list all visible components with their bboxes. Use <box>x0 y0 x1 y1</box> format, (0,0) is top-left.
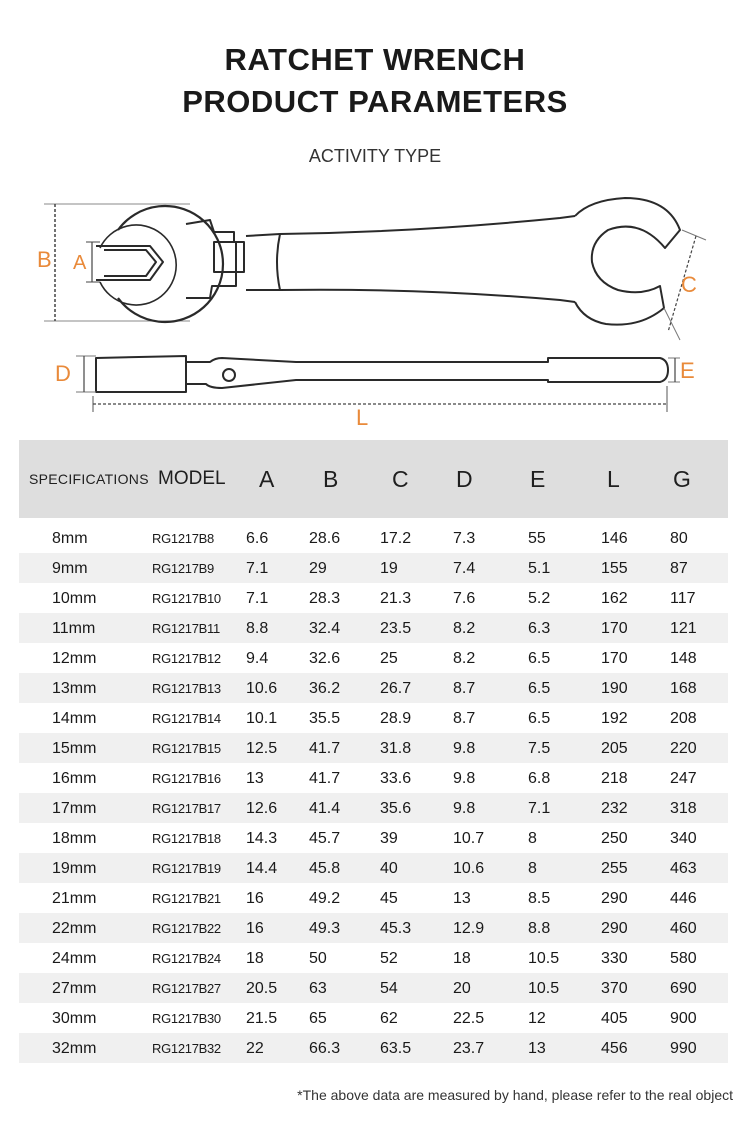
cell-d: 9.8 <box>453 800 476 817</box>
table-body <box>19 518 728 1063</box>
cell-model: RG1217B14 <box>152 711 221 726</box>
table-row <box>19 973 728 1003</box>
cell-l: 330 <box>601 950 628 967</box>
cell-g: 220 <box>670 740 697 757</box>
cell-d: 8.2 <box>453 620 476 637</box>
cell-b: 32.4 <box>309 620 341 637</box>
table-row <box>19 643 728 673</box>
parameters-table <box>19 440 728 1063</box>
cell-l: 146 <box>601 530 628 547</box>
cell-c: 54 <box>380 980 398 997</box>
cell-b: 49.3 <box>309 920 341 937</box>
table-row <box>19 823 728 853</box>
cell-model: RG1217B21 <box>152 891 221 906</box>
title-line-1: RATCHET WRENCH <box>224 42 526 77</box>
dim-label-b: B <box>37 247 52 272</box>
cell-model: RG1217B12 <box>152 651 221 666</box>
cell-c: 45 <box>380 890 398 907</box>
cell-e: 6.5 <box>528 650 551 667</box>
cell-a: 18 <box>246 950 264 967</box>
cell-a: 7.1 <box>246 590 269 607</box>
cell-a: 6.6 <box>246 530 269 547</box>
cell-l: 456 <box>601 1040 628 1057</box>
cell-l: 255 <box>601 860 628 877</box>
cell-spec: 22mm <box>52 920 97 937</box>
cell-d: 10.6 <box>453 860 485 877</box>
cell-l: 190 <box>601 680 628 697</box>
dim-label-e: E <box>680 358 695 383</box>
cell-model: RG1217B19 <box>152 861 221 876</box>
cell-spec: 9mm <box>52 560 88 577</box>
table-row <box>19 793 728 823</box>
cell-l: 250 <box>601 830 628 847</box>
header-a: A <box>259 466 275 492</box>
cell-e: 6.3 <box>528 620 551 637</box>
cell-d: 9.8 <box>453 770 476 787</box>
table-header <box>19 440 728 518</box>
cell-b: 66.3 <box>309 1040 341 1057</box>
cell-a: 8.8 <box>246 620 269 637</box>
cell-e: 55 <box>528 530 546 547</box>
cell-d: 7.3 <box>453 530 476 547</box>
cell-a: 9.4 <box>246 650 269 667</box>
cell-b: 41.4 <box>309 800 341 817</box>
subtitle: ACTIVITY TYPE <box>308 146 442 166</box>
cell-g: 446 <box>670 890 697 907</box>
cell-g: 208 <box>670 710 697 727</box>
table-row <box>19 913 728 943</box>
wrench-diagram <box>0 190 750 430</box>
cell-d: 9.8 <box>453 740 476 757</box>
cell-c: 52 <box>380 950 398 967</box>
table-row <box>19 703 728 733</box>
cell-e: 7.5 <box>528 740 551 757</box>
cell-b: 65 <box>309 1010 327 1027</box>
cell-model: RG1217B30 <box>152 1011 221 1026</box>
cell-e: 5.1 <box>528 560 551 577</box>
cell-c: 40 <box>380 860 398 877</box>
cell-c: 25 <box>380 650 398 667</box>
cell-model: RG1217B17 <box>152 801 221 816</box>
cell-e: 10.5 <box>528 980 560 997</box>
table-row <box>19 763 728 793</box>
cell-e: 8.5 <box>528 890 551 907</box>
cell-a: 16 <box>246 890 264 907</box>
cell-model: RG1217B13 <box>152 681 221 696</box>
cell-b: 45.8 <box>309 860 341 877</box>
cell-b: 41.7 <box>309 770 341 787</box>
header-specifications: SPECIFICATIONS <box>29 471 149 487</box>
table-row <box>19 883 728 913</box>
cell-model: RG1217B27 <box>152 981 221 996</box>
cell-d: 7.6 <box>453 590 476 607</box>
cell-spec: 19mm <box>52 860 97 877</box>
cell-d: 8.7 <box>453 710 476 727</box>
title-line-2: PRODUCT PARAMETERS <box>182 84 568 119</box>
cell-g: 80 <box>670 530 688 547</box>
cell-l: 155 <box>601 560 628 577</box>
header-e: E <box>530 466 546 492</box>
cell-a: 20.5 <box>246 980 278 997</box>
cell-g: 318 <box>670 800 697 817</box>
cell-b: 28.6 <box>309 530 341 547</box>
cell-b: 36.2 <box>309 680 341 697</box>
cell-spec: 32mm <box>52 1040 97 1057</box>
cell-d: 7.4 <box>453 560 476 577</box>
cell-l: 218 <box>601 770 628 787</box>
wrench-drawing <box>0 190 750 430</box>
cell-d: 8.2 <box>453 650 476 667</box>
table-row <box>19 523 728 553</box>
cell-b: 45.7 <box>309 830 341 847</box>
cell-c: 62 <box>380 1010 398 1027</box>
header-l: L <box>607 466 620 492</box>
cell-e: 10.5 <box>528 950 560 967</box>
cell-g: 460 <box>670 920 697 937</box>
header-b: B <box>323 466 339 492</box>
table-row <box>19 733 728 763</box>
header-c: C <box>392 466 409 492</box>
cell-spec: 16mm <box>52 770 97 787</box>
cell-b: 63 <box>309 980 327 997</box>
dim-label-a: A <box>73 252 87 274</box>
cell-b: 28.3 <box>309 590 341 607</box>
cell-g: 690 <box>670 980 697 997</box>
dim-label-l: L <box>356 405 369 430</box>
cell-c: 63.5 <box>380 1040 412 1057</box>
cell-g: 121 <box>670 620 697 637</box>
cell-spec: 15mm <box>52 740 97 757</box>
cell-g: 117 <box>670 590 696 607</box>
cell-g: 168 <box>670 680 697 697</box>
cell-b: 32.6 <box>309 650 341 667</box>
cell-l: 405 <box>601 1010 628 1027</box>
cell-l: 370 <box>601 980 628 997</box>
cell-spec: 24mm <box>52 950 97 967</box>
cell-spec: 13mm <box>52 680 97 697</box>
cell-e: 8 <box>528 860 537 877</box>
cell-g: 580 <box>670 950 697 967</box>
dim-label-c: C <box>681 272 697 297</box>
cell-l: 192 <box>601 710 628 727</box>
cell-l: 170 <box>601 620 628 637</box>
cell-model: RG1217B9 <box>152 561 214 576</box>
cell-model: RG1217B8 <box>152 531 214 546</box>
cell-g: 87 <box>670 560 688 577</box>
cell-a: 10.6 <box>246 680 278 697</box>
cell-c: 31.8 <box>380 740 412 757</box>
cell-a: 22 <box>246 1040 264 1057</box>
cell-a: 13 <box>246 770 264 787</box>
cell-c: 35.6 <box>380 800 412 817</box>
cell-d: 23.7 <box>453 1040 485 1057</box>
cell-spec: 17mm <box>52 800 97 817</box>
cell-model: RG1217B18 <box>152 831 221 846</box>
table-row <box>19 613 728 643</box>
cell-a: 14.3 <box>246 830 278 847</box>
cell-g: 463 <box>670 860 697 877</box>
header-model: MODEL <box>158 468 226 489</box>
table-row <box>19 1003 728 1033</box>
cell-model: RG1217B15 <box>152 741 221 756</box>
cell-a: 14.4 <box>246 860 278 877</box>
cell-spec: 27mm <box>52 980 97 997</box>
cell-g: 148 <box>670 650 697 667</box>
cell-l: 290 <box>601 890 628 907</box>
cell-d: 22.5 <box>453 1010 485 1027</box>
cell-spec: 18mm <box>52 830 97 847</box>
cell-c: 19 <box>380 560 398 577</box>
cell-g: 340 <box>670 830 697 847</box>
cell-l: 162 <box>601 590 628 607</box>
table-row <box>19 583 728 613</box>
cell-spec: 11mm <box>52 620 96 637</box>
cell-a: 10.1 <box>246 710 278 727</box>
cell-spec: 10mm <box>52 590 97 607</box>
table-row <box>19 853 728 883</box>
cell-c: 17.2 <box>380 530 412 547</box>
cell-c: 28.9 <box>380 710 412 727</box>
cell-e: 6.8 <box>528 770 551 787</box>
cell-a: 12.6 <box>246 800 278 817</box>
cell-e: 8.8 <box>528 920 551 937</box>
cell-model: RG1217B22 <box>152 921 221 936</box>
cell-d: 10.7 <box>453 830 485 847</box>
cell-spec: 30mm <box>52 1010 97 1027</box>
cell-d: 12.9 <box>453 920 485 937</box>
cell-c: 23.5 <box>380 620 412 637</box>
cell-c: 33.6 <box>380 770 412 787</box>
cell-model: RG1217B16 <box>152 771 221 786</box>
cell-b: 29 <box>309 560 327 577</box>
cell-spec: 21mm <box>52 890 97 907</box>
cell-d: 18 <box>453 950 471 967</box>
cell-a: 7.1 <box>246 560 269 577</box>
header-d: D <box>456 466 473 492</box>
cell-e: 6.5 <box>528 710 551 727</box>
cell-l: 232 <box>601 800 628 817</box>
footnote: *The above data are measured by hand, please refer to the real object <box>297 1087 733 1103</box>
cell-spec: 8mm <box>52 530 88 547</box>
cell-e: 13 <box>528 1040 546 1057</box>
cell-spec: 14mm <box>52 710 97 727</box>
table-row <box>19 673 728 703</box>
cell-e: 8 <box>528 830 537 847</box>
table-row <box>19 943 728 973</box>
cell-a: 12.5 <box>246 740 278 757</box>
cell-b: 41.7 <box>309 740 341 757</box>
cell-l: 205 <box>601 740 628 757</box>
cell-e: 5.2 <box>528 590 551 607</box>
cell-e: 12 <box>528 1010 546 1027</box>
cell-g: 990 <box>670 1040 697 1057</box>
cell-c: 45.3 <box>380 920 412 937</box>
header-g: G <box>673 466 691 492</box>
cell-b: 49.2 <box>309 890 341 907</box>
table-row <box>19 1033 728 1063</box>
cell-b: 50 <box>309 950 327 967</box>
cell-c: 26.7 <box>380 680 412 697</box>
cell-c: 39 <box>380 830 398 847</box>
cell-c: 21.3 <box>380 590 412 607</box>
table-row <box>19 553 728 583</box>
cell-d: 8.7 <box>453 680 476 697</box>
cell-g: 900 <box>670 1010 697 1027</box>
cell-model: RG1217B11 <box>152 621 220 636</box>
cell-spec: 12mm <box>52 650 97 667</box>
cell-e: 7.1 <box>528 800 551 817</box>
cell-d: 20 <box>453 980 471 997</box>
cell-e: 6.5 <box>528 680 551 697</box>
cell-model: RG1217B32 <box>152 1041 221 1056</box>
cell-g: 247 <box>670 770 697 787</box>
cell-l: 170 <box>601 650 628 667</box>
cell-d: 13 <box>453 890 471 907</box>
cell-model: RG1217B10 <box>152 591 221 606</box>
cell-model: RG1217B24 <box>152 951 221 966</box>
cell-b: 35.5 <box>309 710 341 727</box>
cell-l: 290 <box>601 920 628 937</box>
dim-label-d: D <box>55 361 71 386</box>
cell-a: 16 <box>246 920 264 937</box>
cell-a: 21.5 <box>246 1010 278 1027</box>
